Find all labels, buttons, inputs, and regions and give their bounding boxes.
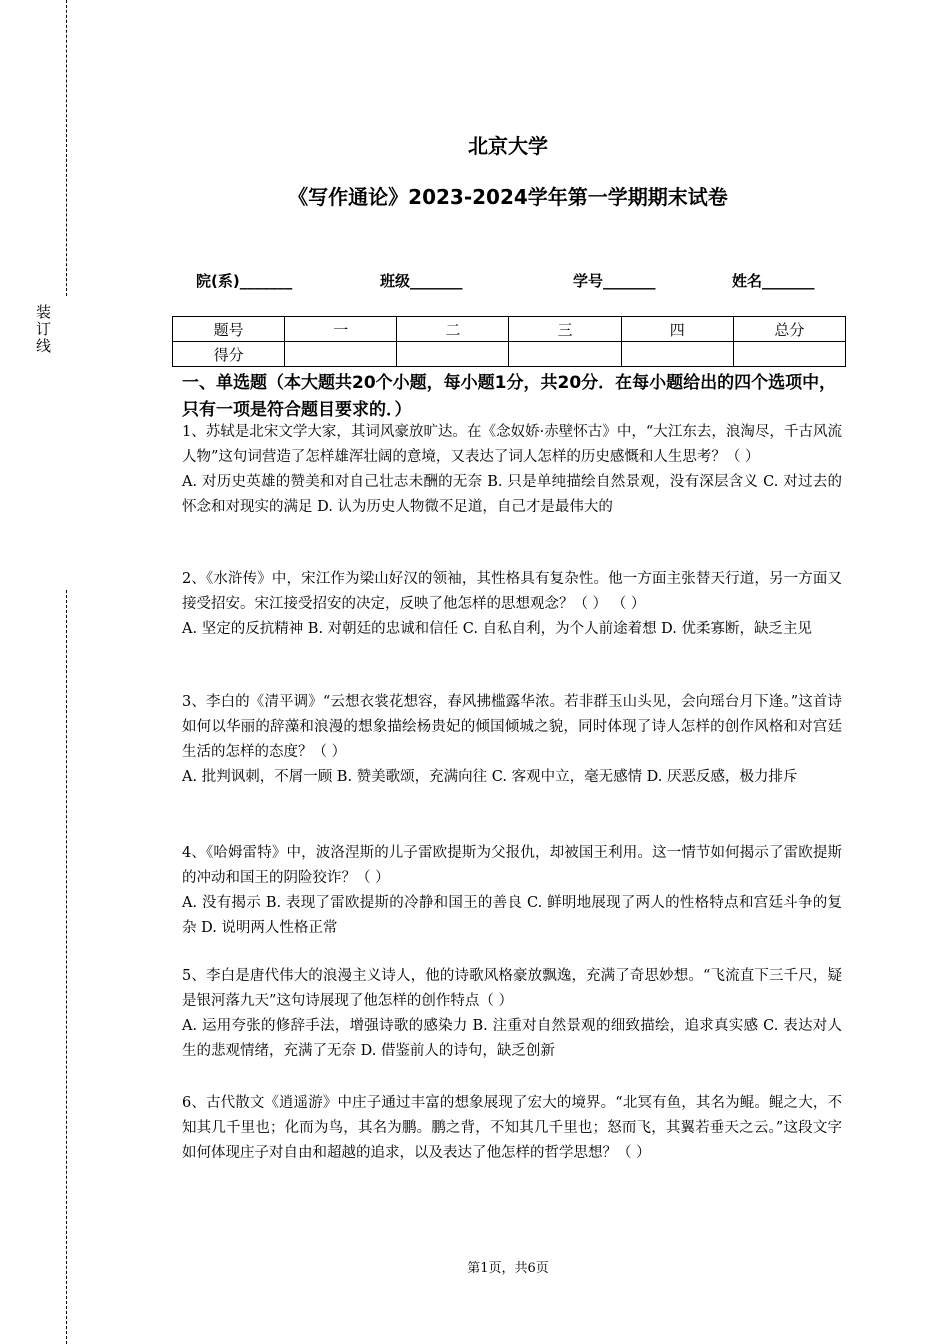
score-input-cell <box>733 342 845 367</box>
question-5 <box>182 964 842 1064</box>
score-table-cell: 总分 <box>733 317 845 342</box>
score-input-cell <box>285 342 397 367</box>
score-table-score-row <box>173 342 846 367</box>
department-field: 院(系)_______ <box>196 272 293 290</box>
student-id-field: 学号_______ <box>573 272 656 290</box>
university-title: 北京大学 <box>468 134 548 158</box>
question-4 <box>182 841 842 941</box>
question-stem: 4、《哈姆雷特》中，波洛涅斯的儿子雷欧提斯为父报仇，却被国王利用。这一情节如何揭示了雷欧提斯的冲动和国王的阴险狡诈？（ ） <box>182 845 842 886</box>
score-table-cell: 二 <box>397 317 509 342</box>
question-stem: 1、苏轼是北宋文学大家，其词风豪放旷达。在《念奴娇·赤壁怀古》中，“大江东去，浪淘尽，千古风流人物”这句词营造了怎样雄浑壮阔的意境，又表达了词人怎样的历史感慨和人生思考？（ ） <box>182 424 842 465</box>
question-stem: 2、《水浒传》中，宋江作为梁山好汉的领袖，其性格具有复杂性。他一方面主张替天行道，另一方面又接受招安。宋江接受招安的决定，反映了他怎样的思想观念？（ ） （ ） <box>182 571 842 612</box>
question-3 <box>182 690 842 790</box>
page-footer: 第1页，共6页 <box>467 1261 549 1276</box>
score-table-cell: 一 <box>285 317 397 342</box>
question-6 <box>182 1091 842 1166</box>
score-table-cell: 得分 <box>173 342 285 367</box>
name-field: 姓名_______ <box>732 272 815 290</box>
question-stem: 6、古代散文《逍遥游》中庄子通过丰富的想象展现了宏大的境界。“北冥有鱼，其名为鲲。鲲之大，不知其几千里也；化而为鸟，其名为鹏。鹏之背，不知其几千里也；怒而飞，其翼若垂天之云。”这段文字如何体现庄子对自由和超越的追求，以及表达了他怎样的哲学思想？（ ） <box>182 1095 842 1161</box>
question-options: A. 对历史英雄的赞美和对自己壮志未酬的无奈 B. 只是单纯描绘自然景观，没有深层含义 C. 对过去的怀念和对现实的满足 D. 认为历史人物微不足道，自己才是最伟大的 <box>182 474 842 515</box>
score-table-header-row <box>173 317 846 342</box>
question-2 <box>182 567 842 642</box>
question-options: A. 批判讽刺，不屑一顾 B. 赞美歌颂，充满向往 C. 客观中立，毫无感情 D. 厌恶反感，极力排斥 <box>182 769 798 785</box>
question-stem: 5、李白是唐代伟大的浪漫主义诗人，他的诗歌风格豪放飘逸，充满了奇思妙想。“飞流直下三千尺，疑是银河落九天”这句诗展现了他怎样的创作特点（ ） <box>182 968 842 1009</box>
binding-line-bottom <box>66 590 67 1344</box>
score-input-cell <box>509 342 621 367</box>
question-options: A. 没有揭示 B. 表现了雷欧提斯的冷静和国王的善良 C. 鲜明地展现了两人的性格特点和宫廷斗争的复杂 D. 说明两人性格正常 <box>182 895 842 936</box>
score-table-cell: 四 <box>621 317 733 342</box>
score-table-cell: 题号 <box>173 317 285 342</box>
score-table <box>172 316 846 367</box>
binding-label: 装订线 <box>36 303 52 355</box>
class-field: 班级_______ <box>380 272 463 290</box>
question-options: A. 运用夸张的修辞手法，增强诗歌的感染力 B. 注重对自然景观的细致描绘，追求真实感 C. 表达对人生的悲观情绪，充满了无奈 D. 借鉴前人的诗句，缺乏创新 <box>182 1018 842 1059</box>
score-input-cell <box>397 342 509 367</box>
section-heading: 一、单选题（本大题共20个小题，每小题1分，共20分．在每小题给出的四个选项中，只有一项是符合题目要求的．） <box>182 373 837 420</box>
exam-title: 《写作通论》2023-2024学年第一学期期末试卷 <box>288 185 728 209</box>
score-input-cell <box>621 342 733 367</box>
question-options: A. 坚定的反抗精神 B. 对朝廷的忠诚和信任 C. 自私自利，为个人前途着想 D. 优柔寡断，缺乏主见 <box>182 621 813 637</box>
score-table-cell: 三 <box>509 317 621 342</box>
question-stem: 3、李白的《清平调》“云想衣裳花想容，春风拂槛露华浓。若非群玉山头见，会向瑶台月下逢。”这首诗如何以华丽的辞藻和浪漫的想象描绘杨贵妃的倾国倾城之貌，同时体现了诗人怎样的创作风格和对宫廷生活的怎样的态度？（ ） <box>182 694 842 760</box>
question-1 <box>182 420 842 520</box>
